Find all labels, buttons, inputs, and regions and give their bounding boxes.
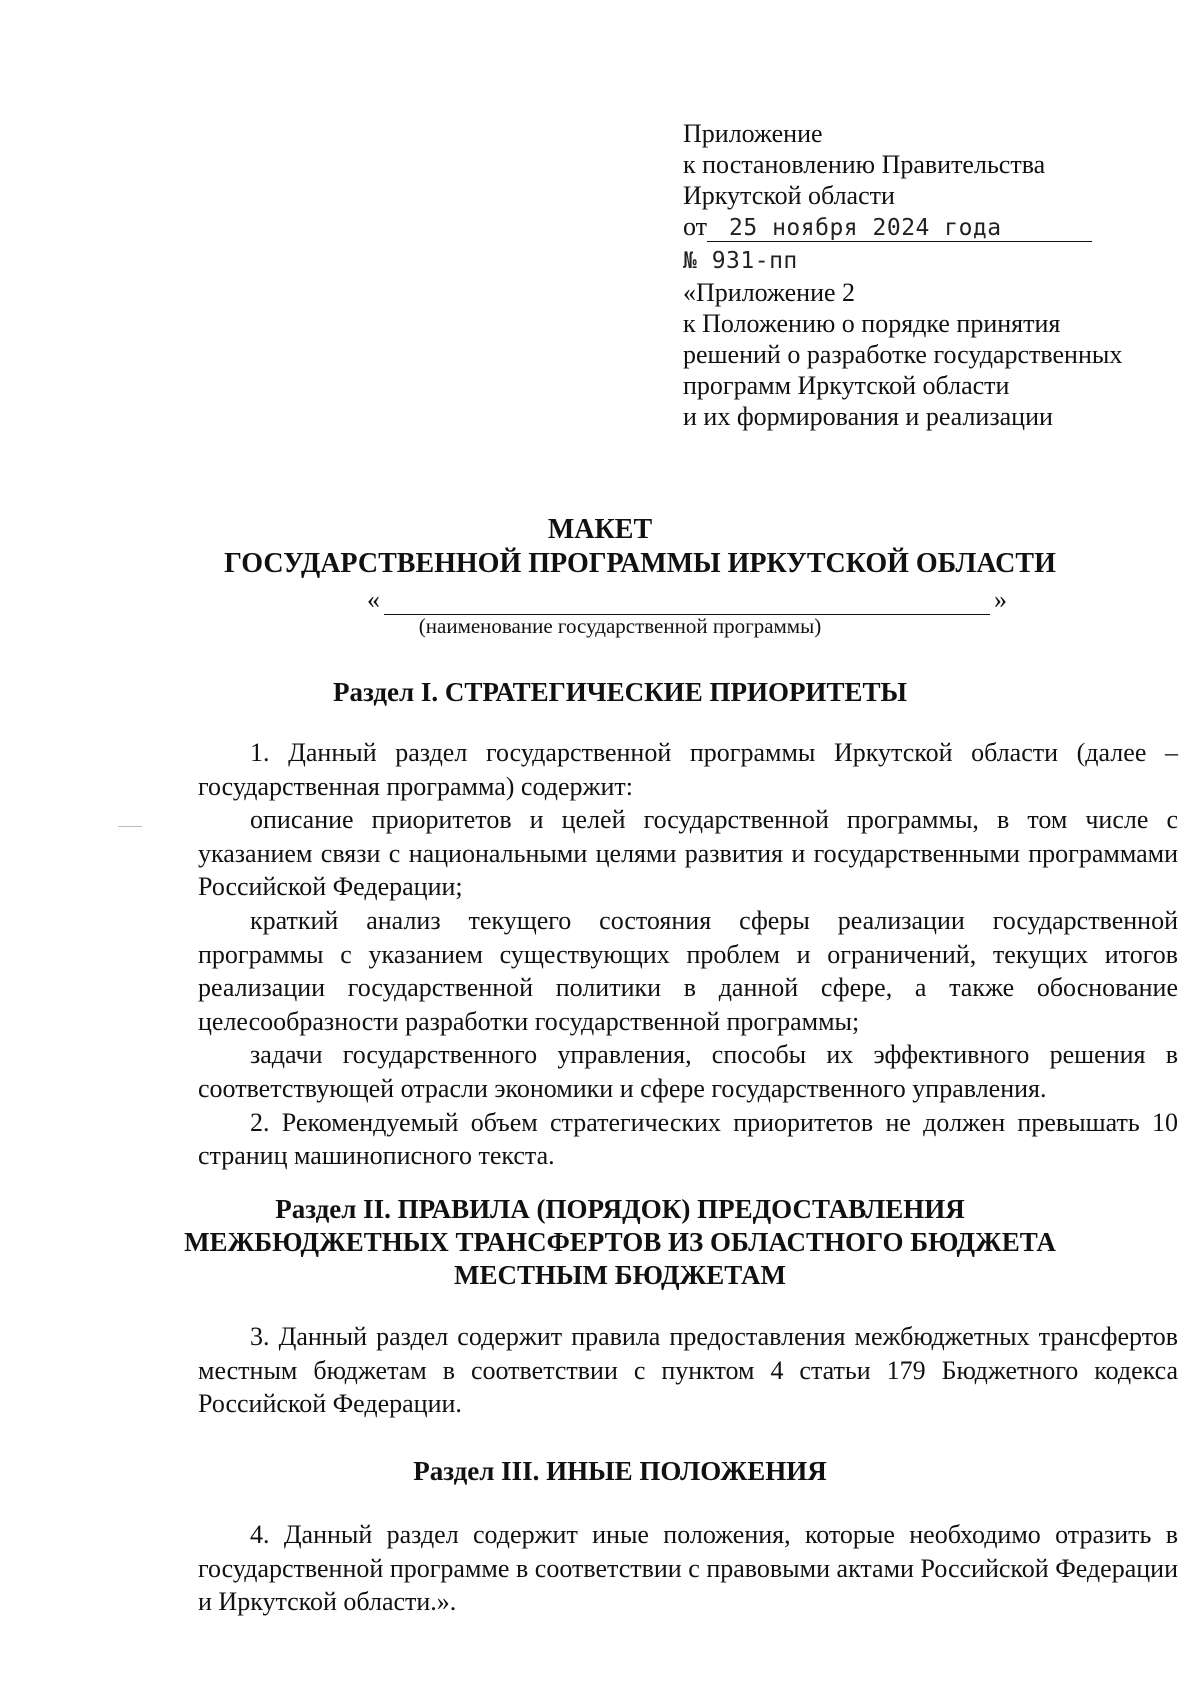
program-name-blank	[384, 592, 990, 615]
section-2-heading-line: МЕЖБЮДЖЕТНЫХ ТРАНСФЕРТОВ ИЗ ОБЛАСТНОГО БЮДЖЕТА	[184, 1227, 1056, 1257]
paragraph: 3. Данный раздел содержит правила предоставления межбюджетных трансфертов местным бюджетам в соответствии с пунктом 4 статьи 179 Бюджетного кодекса Российской Федерации.	[198, 1322, 1178, 1419]
appendix-line: «Приложение 2	[683, 278, 856, 307]
margin-mark	[118, 826, 142, 827]
paragraph: описание приоритетов и целей государственной программы, в том числе с указанием связи с национальными целями развития и государственными программами Российской Федерации;	[198, 805, 1178, 902]
paragraph: задачи государственного управления, способы их эффективного решения в соответствующей отрасли экономики и сфере государственного управления.	[198, 1040, 1178, 1103]
quote-open: «	[367, 585, 380, 614]
appendix-line: к постановлению Правительства	[683, 150, 1046, 179]
section-3-body	[198, 1518, 1178, 1619]
appendix-stamp	[683, 118, 1183, 432]
section-3-heading: Раздел III. ИНЫЕ ПОЛОЖЕНИЯ	[413, 1456, 827, 1486]
appendix-line: Приложение	[683, 119, 823, 148]
paragraph: 1. Данный раздел государственной программы Иркутской области (далее – государственная программа) содержит:	[198, 738, 1178, 801]
section-1-body	[198, 736, 1178, 1173]
document-subtitle: ГОСУДАРСТВЕННОЙ ПРОГРАММЫ ИРКУТСКОЙ ОБЛАСТИ	[224, 548, 1056, 579]
appendix-line: решений о разработке государственных	[683, 340, 1123, 369]
date-value: 25 ноября 2024 года	[707, 215, 1092, 242]
document-title: МАКЕТ	[547, 514, 653, 545]
section-1-heading: Раздел I. СТРАТЕГИЧЕСКИЕ ПРИОРИТЕТЫ	[333, 677, 907, 707]
document-number: № 931-пп	[683, 248, 798, 274]
paragraph: краткий анализ текущего состояния сферы реализации государственной программы с указанием существующих проблем и ограничений, текущих итогов реализации государственной политики в данной сфере, а также обоснование целесообразности разработки государственной программы;	[198, 905, 1178, 1036]
appendix-line: Иркутской области	[683, 181, 895, 210]
appendix-line: программ Иркутской области	[683, 371, 1010, 400]
appendix-line: к Положению о порядке принятия	[683, 309, 1061, 338]
paragraph: 2. Рекомендуемый объем стратегических приоритетов не должен превышать 10 страниц машинописного текста.	[198, 1107, 1178, 1171]
program-name-field	[367, 585, 1007, 615]
section-2-heading	[0, 1193, 1200, 1292]
section-2-body	[198, 1320, 1178, 1421]
appendix-date-line	[683, 211, 1183, 242]
section-2-heading-line: МЕСТНЫМ БЮДЖЕТАМ	[454, 1260, 786, 1290]
program-name-caption: (наименование государственной программы)	[418, 614, 822, 638]
date-prefix: от	[683, 212, 708, 241]
section-2-heading-line: Раздел II. ПРАВИЛА (ПОРЯДОК) ПРЕДОСТАВЛЕНИЯ	[275, 1194, 965, 1224]
paragraph: 4. Данный раздел содержит иные положения, которые необходимо отразить в государственной программе в соответствии с правовыми актами Российской Федерации и Иркутской области.».	[198, 1520, 1178, 1617]
appendix-line: и их формирования и реализации	[683, 402, 1053, 431]
quote-close: »	[994, 585, 1007, 614]
